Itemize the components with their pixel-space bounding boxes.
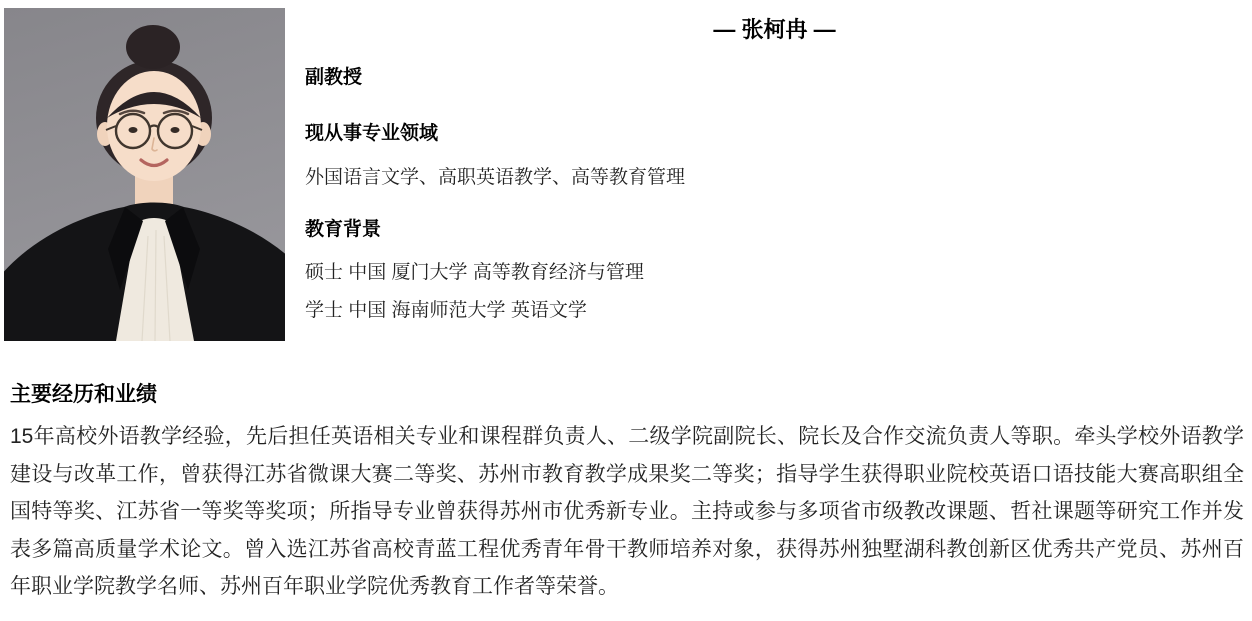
section-heading-field: 现从事专业领域 [305, 123, 439, 144]
experience-section [10, 381, 1244, 606]
profile-info [305, 0, 1244, 323]
experience-heading: 主要经历和业绩 [10, 383, 157, 406]
experience-body: 15年高校外语教学经验，先后担任英语相关专业和课程群负责人、二级学院副院长、院长及合作交流负责人等职。牵头学校外语教学建设与改革工作，曾获得江苏省微课大赛二等奖、苏州市教育教学成果奖二等奖；指导学生获得职业院校英语口语技能大赛高职组全国特等奖、江苏省一等奖等奖项；所指导专业曾获得苏州市优秀新专业。主持或参与多项省市级教改课题、哲社课题等研究工作并发表多篇高质量学术论文。曾入选江苏省高校青蓝工程优秀青年骨干教师培养对象，获得苏州独墅湖科教创新区优秀共产党员、苏州百年职业学院教学名师、苏州百年职业学院优秀教育工作者等荣誉。 [10, 425, 1244, 599]
profile-job-title: 副教授 [305, 67, 363, 88]
education-line-master: 硕士 中国 厦门大学 高等教育经济与管理 [305, 262, 644, 283]
field-line: 外国语言文学、高职英语教学、高等教育管理 [305, 167, 686, 188]
portrait-photo [4, 8, 285, 341]
section-heading-education: 教育背景 [305, 219, 382, 240]
portrait-photo-graphic [4, 8, 285, 341]
education-line-bachelor: 学士 中国 海南师范大学 英语文学 [305, 300, 587, 321]
profile-name: — 张柯冉 — [713, 17, 836, 42]
